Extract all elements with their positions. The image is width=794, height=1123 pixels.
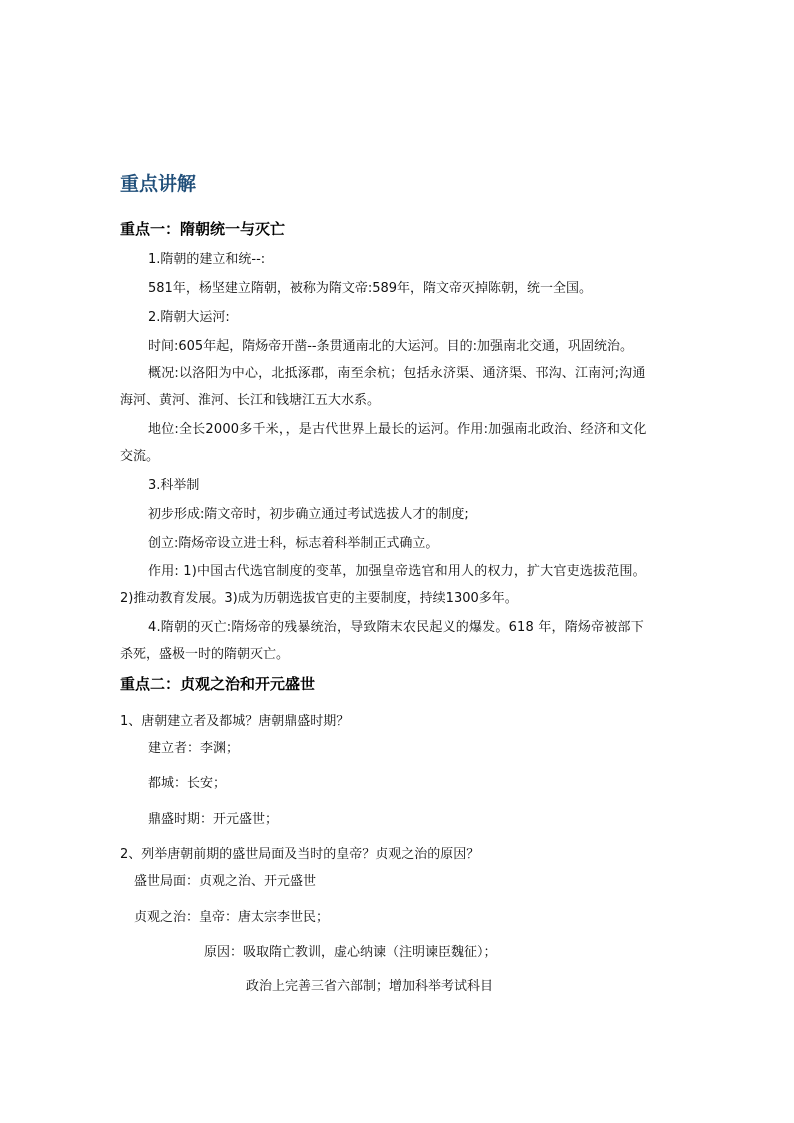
item4-line2: 杀死，盛极一时的隋朝灭亡。 bbox=[120, 647, 290, 662]
q2-reason: 原因：吸取隋亡教训，虚心纳谏（注明谏臣魏征）； bbox=[204, 945, 497, 960]
item1-heading: 1.隋朝的建立和统--: bbox=[148, 252, 266, 267]
item3-creation: 创立:隋炀帝设立进士科，标志着科举制正式确立。 bbox=[148, 536, 439, 551]
item4-line1: 4.隋朝的灭亡:隋炀帝的残暴统治，导致隋末农民起义的爆发。618 年，隋炀帝被部下 bbox=[148, 620, 644, 635]
item3-formation: 初步形成:隋文帝时，初步确立通过考试选拔人才的制度; bbox=[148, 507, 469, 522]
item3-effect-line2: 2)推动教育发展。3)成为历朝选拔官吏的主要制度，持续1300多年。 bbox=[120, 591, 518, 606]
section-heading-2: 重点二：贞观之治和开元盛世 bbox=[120, 675, 316, 693]
item2-heading: 2.隋朝大运河: bbox=[148, 310, 230, 325]
item3-effect-line1: 作用: 1)中国古代选官制度的变革，加强皇帝选官和用人的权力，扩大官吏选拔范围。 bbox=[148, 564, 646, 579]
q2-politics: 政治上完善三省六部制；增加科举考试科目 bbox=[246, 979, 494, 994]
item2-overview-line2: 海河、黄河、淮河、长江和钱塘江五大水系。 bbox=[120, 393, 381, 408]
item1-body: 581年，杨坚建立隋朝，被称为隋文帝:589年，隋文帝灭掉陈朝，统一全国。 bbox=[148, 281, 593, 296]
item2-status-line1: 地位:全长2000多千米，，是古代世界上最长的运河。作用:加强南北政治、经济和文化 bbox=[148, 422, 647, 437]
question-2: 2、列举唐朝前期的盛世局面及当时的皇帝？贞观之治的原因？ bbox=[120, 847, 480, 862]
item2-status-line2: 交流。 bbox=[120, 449, 160, 464]
item3-heading: 3.科举制 bbox=[148, 478, 200, 493]
q1-capital: 都城：长安； bbox=[148, 776, 227, 791]
page-title: 重点讲解 bbox=[120, 173, 197, 195]
q2-zhenguan: 贞观之治：皇帝：唐太宗李世民； bbox=[134, 910, 330, 925]
question-1: 1、唐朝建立者及都城？唐朝鼎盛时期？ bbox=[120, 714, 350, 729]
item2-time: 时间:605年起，隋炀帝开凿--条贯通南北的大运河。目的:加强南北交通，巩固统治。 bbox=[148, 339, 633, 354]
section-heading-1: 重点一：隋朝统一与灭亡 bbox=[120, 220, 286, 238]
item2-overview-line1: 概况:以洛阳为中心，北抵涿郡，南至余杭；包括永济渠、通济渠、邗沟、江南河;沟通 bbox=[148, 366, 646, 381]
q2-scene: 盛世局面：贞观之治、开元盛世 bbox=[134, 874, 317, 889]
q1-peak: 鼎盛时期：开元盛世； bbox=[148, 812, 279, 827]
q1-founder: 建立者：李渊； bbox=[148, 741, 240, 756]
